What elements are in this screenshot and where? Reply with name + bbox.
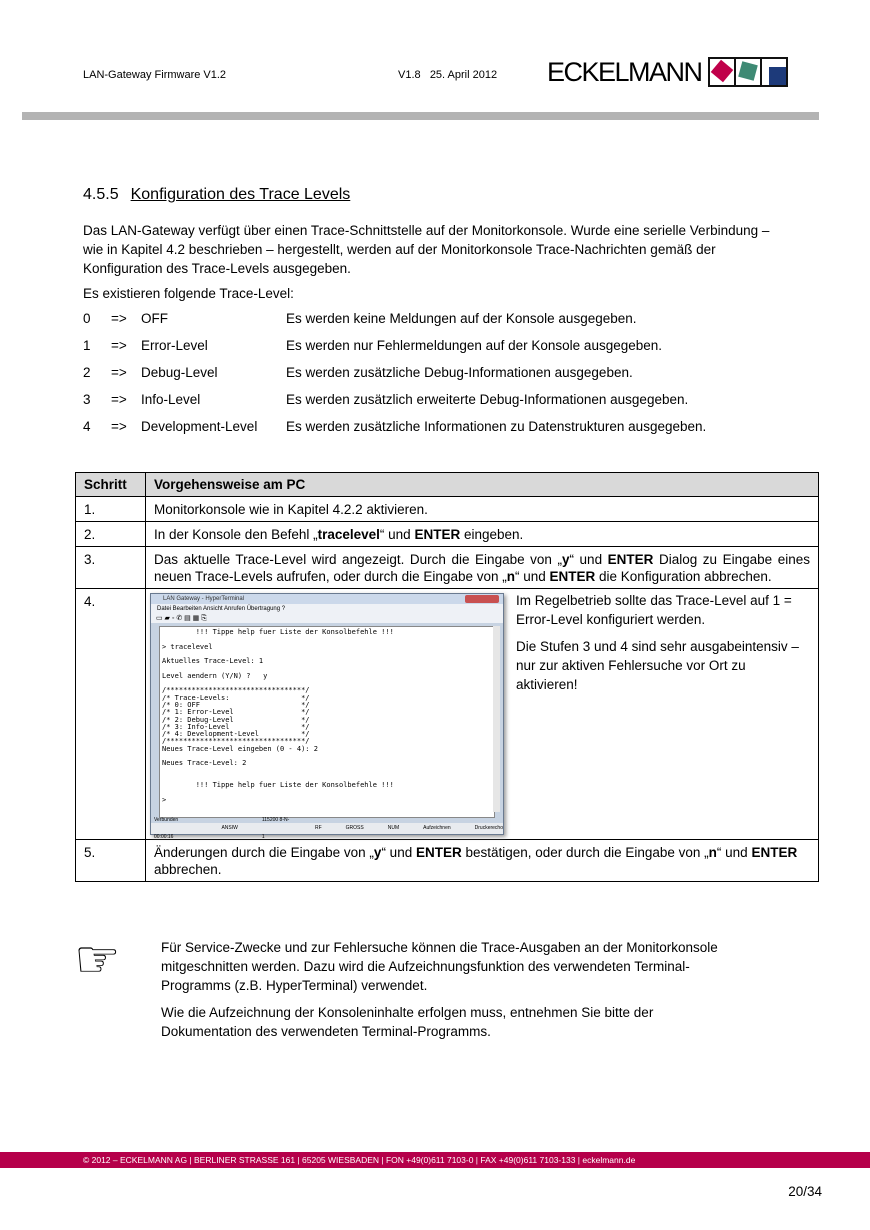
- note-stufen: Die Stufen 3 und 4 sind sehr ausgabeintensiv – nur zur aktiven Fehlersuche vor Ort zu aktivieren!: [516, 639, 799, 692]
- text: abbrechen.: [154, 862, 222, 877]
- status-field: GROSS: [345, 825, 364, 831]
- emphasis: n: [708, 845, 717, 860]
- page-number: 20/34: [788, 1184, 822, 1199]
- level-name: Debug-Level: [141, 365, 218, 380]
- note-regelbetrieb: Im Regelbetrieb sollte das Trace-Level auf 1 = Error-Level konfiguriert werden.: [516, 593, 792, 627]
- service-note: Für Service-Zwecke und zur Fehlersuche können die Trace-Ausgaben an der Monitorkonsole mitgeschnitten werden. Dazu wird die Aufzeichnungsfunktion des verwendeten Terminal-Programms (z.B. HyperTerminal) verwendet.: [161, 940, 718, 993]
- terminal-screen: !!! Tippe help fuer Liste der Konsolbefehle !!! > tracelevel Aktuelles Trace-Level: 1 Level aendern (Y/N) ? y /*********************************/ /* Trace-Levels: */ /* 0: OFF */ /* 1: Error-Level */ /* 2: Debug-Level */ /* 3: Info-Level */ /* 4: Development-Level */ /*********************************/ Neues Trace-Level eingeben (0 - 4): 2 Neues Trace-Level: 2 !!! Tippe help fuer Liste der Konsolbefehle !!! >: [159, 626, 495, 818]
- text: Änderungen durch die Eingabe von „: [154, 845, 374, 860]
- text: “ und: [379, 527, 415, 542]
- text: eingeben.: [460, 527, 524, 542]
- pointing-hand-icon: ☞: [74, 931, 121, 989]
- status-field: Druckerecho: [474, 825, 503, 831]
- text: die Konfiguration abbrechen.: [595, 569, 772, 584]
- window-controls: [465, 595, 499, 603]
- documentation-note: Wie die Aufzeichnung der Konsoleninhalte erfolgen muss, entnehmen Sie bitte der Dokumentation des verwendeten Terminal-Programms.: [161, 1005, 654, 1039]
- emphasis: ENTER: [549, 569, 596, 584]
- status-field: NUM: [387, 825, 400, 831]
- table-row: [76, 840, 819, 882]
- emphasis: n: [506, 569, 515, 584]
- step-text: [146, 547, 819, 589]
- text: “ und: [716, 845, 752, 860]
- hyperterminal-screenshot: [150, 593, 504, 840]
- emphasis: tracelevel: [317, 527, 380, 542]
- level-arrow: =>: [111, 365, 127, 380]
- emphasis: ENTER: [415, 845, 462, 860]
- text: In der Konsole den Befehl „: [154, 527, 318, 542]
- text: “ und: [569, 552, 608, 567]
- section-heading: [83, 186, 350, 204]
- emphasis: y: [561, 552, 570, 567]
- level-num: 4: [83, 419, 91, 434]
- level-num: 3: [83, 392, 91, 407]
- header-divider: [22, 112, 819, 120]
- steps-table: [75, 472, 819, 882]
- text: Das aktuelle Trace-Level wird angezeigt. Durch die Eingabe von „: [154, 552, 562, 567]
- terminal-statusbar: [151, 816, 503, 840]
- level-num: 0: [83, 311, 91, 326]
- level-name: Error-Level: [141, 338, 208, 353]
- status-field: 115200 8-N-1: [261, 816, 290, 840]
- level-name: OFF: [141, 311, 168, 326]
- table-row: [76, 522, 819, 547]
- status-field: ANSIW: [221, 825, 238, 831]
- section-number: 4.5.5: [83, 186, 119, 203]
- step-number: 1.: [76, 497, 146, 522]
- step-screenshot-cell: [146, 589, 819, 840]
- level-name: Info-Level: [141, 392, 201, 407]
- level-arrow: =>: [111, 311, 127, 326]
- eckelmann-logo: [547, 57, 788, 87]
- header-doc-title: LAN-Gateway Firmware V1.2: [83, 69, 227, 81]
- text: bestätigen, oder durch die Eingabe von „: [461, 845, 709, 860]
- status-field: Verbunden 00:00:16: [154, 816, 179, 840]
- intro-paragraph: Das LAN-Gateway verfügt über einen Trace-Schnittstelle auf der Monitorkonsole. Wurde eine serielle Verbindung – wie in Kapitel 4.2 beschrieben – hergestellt, werden auf der Monitorkonsole Trace-Nachrichten gemäß der Konfiguration des Trace-Levels ausgegeben.: [83, 223, 770, 276]
- status-field: Aufzeichnen: [423, 825, 451, 831]
- logo-text: ECKELMANN: [547, 57, 702, 87]
- text: Dialog zu Eingabe eines neuen Trace-Levels aufrufen, oder durch die Eingabe von „: [154, 552, 810, 584]
- level-desc: Es werden nur Fehlermeldungen auf der Konsole ausgegeben.: [286, 338, 663, 353]
- footer-text: © 2012 – ECKELMANN AG | BERLINER STRASSE 161 | 65205 WIESBADEN | FON +49(0)611 7103-0 | FAX +49(0)611 7103-133 | eckelmann.de: [83, 1155, 636, 1165]
- text: “ und: [514, 569, 550, 584]
- terminal-menu: Datei Bearbeiten Ansicht Anrufen Übertragung ?: [151, 604, 503, 614]
- levels-intro: Es existieren folgende Trace-Level:: [83, 286, 294, 301]
- level-name: Development-Level: [141, 419, 258, 434]
- terminal-scrollbar: [493, 626, 500, 812]
- step-text: [146, 522, 819, 547]
- section-title: Konfiguration des Trace Levels: [130, 186, 351, 203]
- emphasis: ENTER: [607, 552, 654, 567]
- header-version: [398, 69, 497, 81]
- step-text: [146, 497, 819, 522]
- terminal-toolbar: ▭ ▰ ◦ ✆ ▤ ▦ ⎘: [151, 614, 503, 623]
- text: “ und: [381, 845, 416, 860]
- status-field: RF: [314, 825, 322, 831]
- level-desc: Es werden zusätzlich erweiterte Debug-Informationen ausgegeben.: [286, 392, 689, 407]
- emphasis: ENTER: [751, 845, 798, 860]
- version: V1.8: [398, 69, 421, 81]
- col-header-procedure: Vorgehensweise am PC: [146, 473, 819, 497]
- footer-bar: [0, 1152, 870, 1168]
- text: Monitorkonsole wie in Kapitel 4.2.2 aktivieren.: [154, 502, 428, 517]
- table-row: [76, 589, 819, 840]
- level-desc: Es werden zusätzliche Debug-Informationen ausgegeben.: [286, 365, 633, 380]
- table-row: [76, 547, 819, 589]
- emphasis: y: [373, 845, 382, 860]
- step-number: 2.: [76, 522, 146, 547]
- level-desc: Es werden keine Meldungen auf der Konsole ausgegeben.: [286, 311, 637, 326]
- step-number: 5.: [76, 840, 146, 882]
- step-number: 4.: [76, 589, 146, 840]
- emphasis: ENTER: [414, 527, 461, 542]
- step-note: [516, 591, 806, 702]
- level-num: 1: [83, 338, 91, 353]
- step-number: 3.: [76, 547, 146, 589]
- level-desc: Es werden zusätzliche Informationen zu Datenstrukturen ausgegeben.: [286, 419, 707, 434]
- terminal-title: LAN Gateway - HyperTerminal: [151, 594, 503, 604]
- level-arrow: =>: [111, 419, 127, 434]
- level-num: 2: [83, 365, 91, 380]
- logo-squares: [708, 57, 788, 87]
- date: 25. April 2012: [429, 69, 498, 81]
- step-text: [146, 840, 819, 882]
- col-header-step: Schritt: [76, 473, 146, 497]
- level-arrow: =>: [111, 392, 127, 407]
- table-row: [76, 497, 819, 522]
- level-arrow: =>: [111, 338, 127, 353]
